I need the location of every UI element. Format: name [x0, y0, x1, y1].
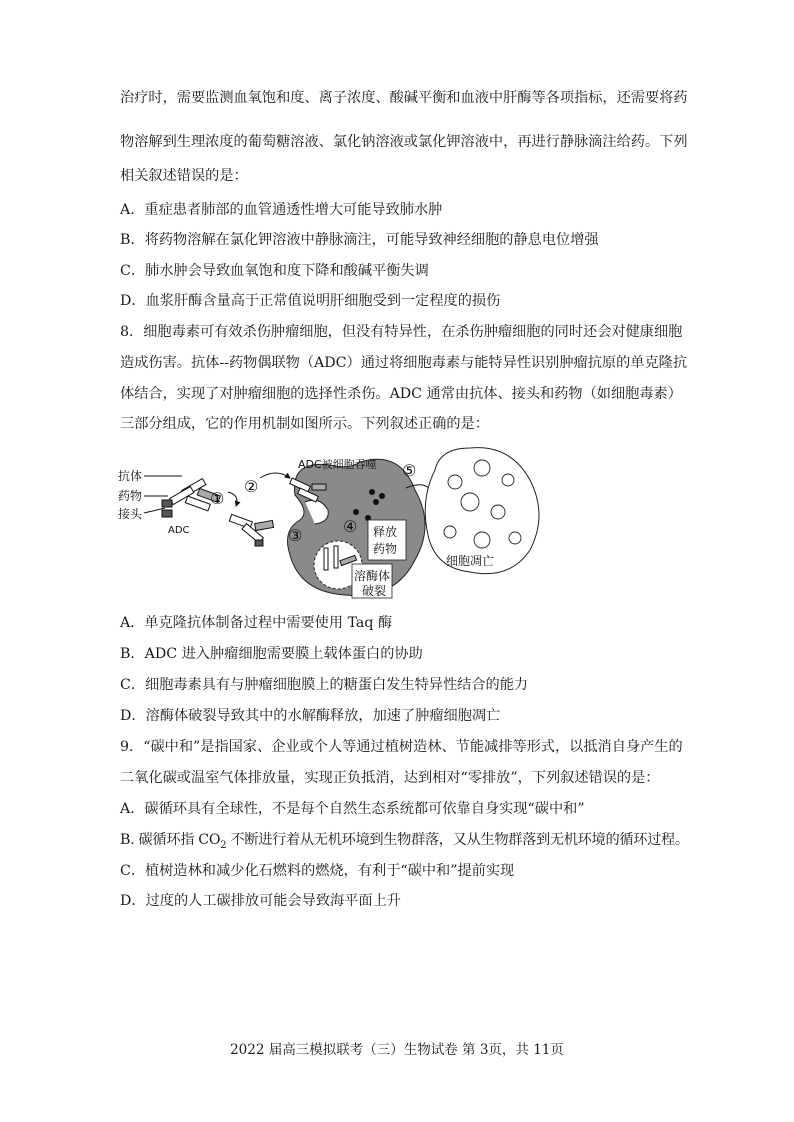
q9-option-b	[120, 830, 689, 856]
q9-option-d: D．过度的人工碳排放可能会导致海平面上升	[120, 893, 401, 909]
q9-option-b-sub: 2	[220, 839, 227, 851]
q7-option-a: A．重症患者肺部的血管通透性增大可能导致肺水肿	[120, 202, 443, 218]
q8-option-c: C．细胞毒素具有与肿瘤细胞膜上的糖蛋白发生特异性结合的能力	[120, 677, 529, 693]
q7-stem-line-2: 物溶解到生理浓度的葡萄糖溶液、氯化钠溶液或氯化钾溶液中，再进行静脉滴注给药。下列	[120, 134, 688, 150]
step-1: ①	[210, 489, 225, 508]
label-lysosome-1: 溶酶体	[354, 569, 391, 583]
adc-mechanism-diagram	[110, 440, 570, 605]
q8-stem-line-1: 8．细胞毒素可有效杀伤肿瘤细胞，但没有特异性，在杀伤肿瘤细胞的同时还会对健康细胞	[120, 324, 683, 340]
q7-option-d: D．血浆肝酶含量高于正常值说明肝细胞受到一定程度的损伤	[120, 293, 501, 309]
step-5: ⑤	[402, 461, 417, 480]
q9-option-b-pre: B. 碳循环指 CO	[120, 832, 221, 848]
label-adc: ADC	[168, 525, 190, 536]
q8-stem-line-4: 三部分组成，它的作用机制如图所示。下列叙述正确的是：	[120, 416, 489, 432]
label-apoptosis: 细胞凋亡	[446, 554, 495, 568]
q9-option-a: A．碳循环具有全球性，不是每个自然生态系统都可依靠自身实现“碳中和”	[120, 801, 585, 817]
q7-stem-line-3: 相关叙述错误的是：	[120, 168, 248, 184]
q9-option-b-post: 不断进行着从无机环境到生物群落，又从生物群落到无机环境的循环过程。	[226, 832, 689, 848]
q8-option-b: B．ADC 进入肿瘤细胞需要膜上载体蛋白的协助	[120, 646, 423, 662]
q8-stem-line-3: 体结合，实现了对肿瘤细胞的选择性杀伤。ADC 通常由抗体、接头和药物（如细胞毒素）	[120, 386, 682, 402]
step-2: ②	[244, 477, 259, 496]
q9-stem-line-2: 二氧化碳或温室气体排放量，实现正负抵消，达到相对“零排放”，下列叙述错误的是：	[120, 770, 660, 786]
q8-option-a: A．单克隆抗体制备过程中需要使用 Taq 酶	[120, 615, 393, 631]
label-linker: 接头	[118, 507, 143, 521]
label-release-1: 释放	[373, 525, 398, 539]
q7-option-b: B．将药物溶解在氯化钾溶液中静脉滴注，可能导致神经细胞的静息电位增强	[120, 232, 599, 248]
label-antibody: 抗体	[118, 469, 143, 483]
label-engulfed: ADC被细胞吞噬	[298, 458, 377, 471]
q9-option-c: C．植树造林和减少化石燃料的燃烧，有利于“碳中和”提前实现	[120, 863, 515, 879]
adc-molecule-2	[229, 514, 273, 546]
q7-stem-line-1: 治疗时，需要监测血氧饱和度、离子浓度、酸碱平衡和血液中肝酶等各项指标，还需要将药	[120, 90, 688, 106]
label-lysosome-2: 破裂	[362, 584, 387, 598]
q9-stem-line-1: 9．“碳中和”是指国家、企业或个人等通过植树造林、节能减排等形式，以抵消自身产生的	[120, 739, 683, 755]
page-footer: 2022 届高三模拟联考（三）生物试卷 第 3页，共 11页	[230, 1042, 564, 1058]
step-4: ④	[343, 517, 358, 536]
label-drug: 药物	[118, 489, 143, 503]
q7-option-c: C．肺水肿会导致血氧饱和度下降和酸碱平衡失调	[120, 263, 429, 279]
step-3: ③	[288, 526, 303, 545]
q8-option-d: D．溶酶体破裂导致其中的水解酶释放，加速了肿瘤细胞凋亡	[120, 708, 501, 724]
label-release-2: 药物	[373, 542, 398, 556]
q8-stem-line-2: 造成伤害。抗体--药物偶联物（ADC）通过将细胞毒素与能特异性识别肿瘤抗原的单克隆抗	[120, 355, 688, 371]
